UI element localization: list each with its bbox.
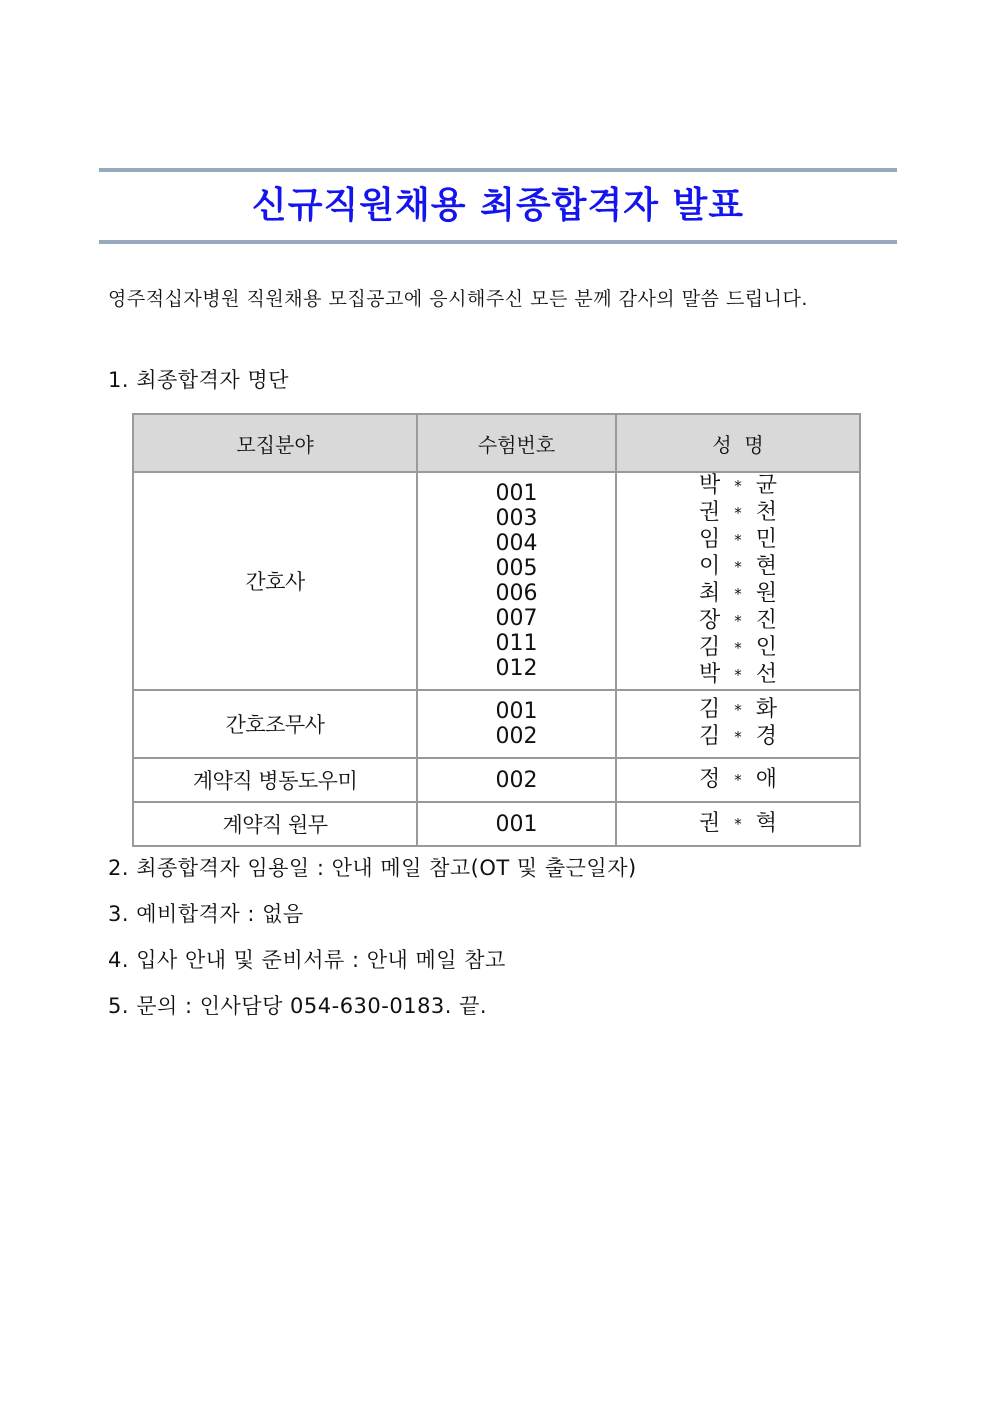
mask-star-icon: * xyxy=(734,558,742,576)
given-name: 애 xyxy=(755,766,778,792)
given-name: 혁 xyxy=(755,810,778,836)
surname: 김 xyxy=(698,697,721,722)
surname: 이 xyxy=(698,554,721,579)
exam-number: 002 xyxy=(495,724,538,749)
masked-name xyxy=(617,662,859,689)
surname: 권 xyxy=(698,810,721,836)
surname: 김 xyxy=(698,724,721,749)
given-name: 경 xyxy=(755,724,778,749)
exam-number: 012 xyxy=(495,656,538,681)
mask-star-icon: * xyxy=(734,612,742,630)
surname: 임 xyxy=(698,527,721,552)
header-exam-number: 수험번호 xyxy=(417,414,616,472)
given-name: 천 xyxy=(755,500,778,525)
header-name xyxy=(616,414,860,472)
section-5-text: 5. 문의 : 인사담당 054-630-0183. 끝. xyxy=(108,994,488,1018)
exam-number-cell xyxy=(417,472,616,690)
table-row xyxy=(133,472,860,690)
given-name: 원 xyxy=(755,581,778,606)
mask-star-icon: * xyxy=(734,814,742,833)
surname: 최 xyxy=(698,581,721,606)
title-bottom-rule xyxy=(99,240,897,244)
given-name: 민 xyxy=(755,527,778,552)
final-roster-table xyxy=(132,413,861,847)
header-category: 모집분야 xyxy=(133,414,417,472)
surname: 권 xyxy=(698,500,721,525)
table-header-row xyxy=(133,414,860,472)
title-top-rule xyxy=(99,168,897,172)
exam-number: 004 xyxy=(495,531,538,556)
mask-star-icon: * xyxy=(734,477,742,495)
masked-name xyxy=(617,811,859,838)
table-row xyxy=(133,690,860,758)
exam-number: 002 xyxy=(495,767,538,793)
given-name: 화 xyxy=(755,697,778,722)
exam-number: 005 xyxy=(495,556,538,581)
masked-name xyxy=(617,473,859,500)
section-1-heading: 1. 최종합격자 명단 xyxy=(108,368,289,392)
mask-star-icon: * xyxy=(734,666,742,684)
masked-name xyxy=(617,724,859,751)
exam-number: 001 xyxy=(495,811,538,837)
name-cell xyxy=(616,690,860,758)
name-cell xyxy=(616,802,860,846)
exam-number-cell xyxy=(417,758,616,802)
category-cell: 계약직 원무 xyxy=(133,802,417,846)
section-4-text: 4. 입사 안내 및 준비서류 : 안내 메일 참고 xyxy=(108,948,506,972)
mask-star-icon: * xyxy=(734,504,742,522)
surname: 김 xyxy=(698,635,721,660)
mask-star-icon: * xyxy=(734,701,742,719)
category-cell: 계약직 병동도우미 xyxy=(133,758,417,802)
masked-name xyxy=(617,527,859,554)
given-name: 선 xyxy=(755,662,778,687)
section-3-text: 3. 예비합격자 : 없음 xyxy=(108,902,304,926)
masked-name xyxy=(617,635,859,662)
masked-name xyxy=(617,608,859,635)
roster-body xyxy=(133,472,860,846)
name-cell xyxy=(616,472,860,690)
exam-number-cell xyxy=(417,802,616,846)
given-name: 진 xyxy=(755,608,778,633)
given-name: 현 xyxy=(755,554,778,579)
table-row xyxy=(133,758,860,802)
masked-name xyxy=(617,767,859,794)
category-cell: 간호사 xyxy=(133,472,417,690)
masked-name xyxy=(617,581,859,608)
surname: 박 xyxy=(698,662,721,687)
masked-name xyxy=(617,554,859,581)
given-name: 균 xyxy=(755,473,778,498)
title-block xyxy=(99,168,897,244)
mask-star-icon: * xyxy=(734,531,742,549)
mask-star-icon: * xyxy=(734,585,742,603)
section-2-text: 2. 최종합격자 임용일 : 안내 메일 참고(OT 및 출근일자) xyxy=(108,856,637,880)
exam-number: 011 xyxy=(495,631,538,656)
header-name-text: 성 명 xyxy=(712,432,764,457)
exam-number: 003 xyxy=(495,506,538,531)
mask-star-icon: * xyxy=(734,770,742,789)
masked-name xyxy=(617,697,859,724)
category-cell: 간호조무사 xyxy=(133,690,417,758)
masked-name xyxy=(617,500,859,527)
exam-number: 001 xyxy=(495,481,538,506)
exam-number: 006 xyxy=(495,581,538,606)
page-title: 신규직원채용 최종합격자 발표 xyxy=(251,185,745,226)
exam-number: 007 xyxy=(495,606,538,631)
name-cell xyxy=(616,758,860,802)
surname: 박 xyxy=(698,473,721,498)
given-name: 인 xyxy=(755,635,778,660)
exam-number-cell xyxy=(417,690,616,758)
mask-star-icon: * xyxy=(734,639,742,657)
surname: 정 xyxy=(698,766,721,792)
table-row xyxy=(133,802,860,846)
intro-text: 영주적십자병원 직원채용 모집공고에 응시해주신 모든 분께 감사의 말씀 드립니다. xyxy=(108,288,808,310)
mask-star-icon: * xyxy=(734,728,742,746)
surname: 장 xyxy=(698,608,721,633)
exam-number: 001 xyxy=(495,699,538,724)
